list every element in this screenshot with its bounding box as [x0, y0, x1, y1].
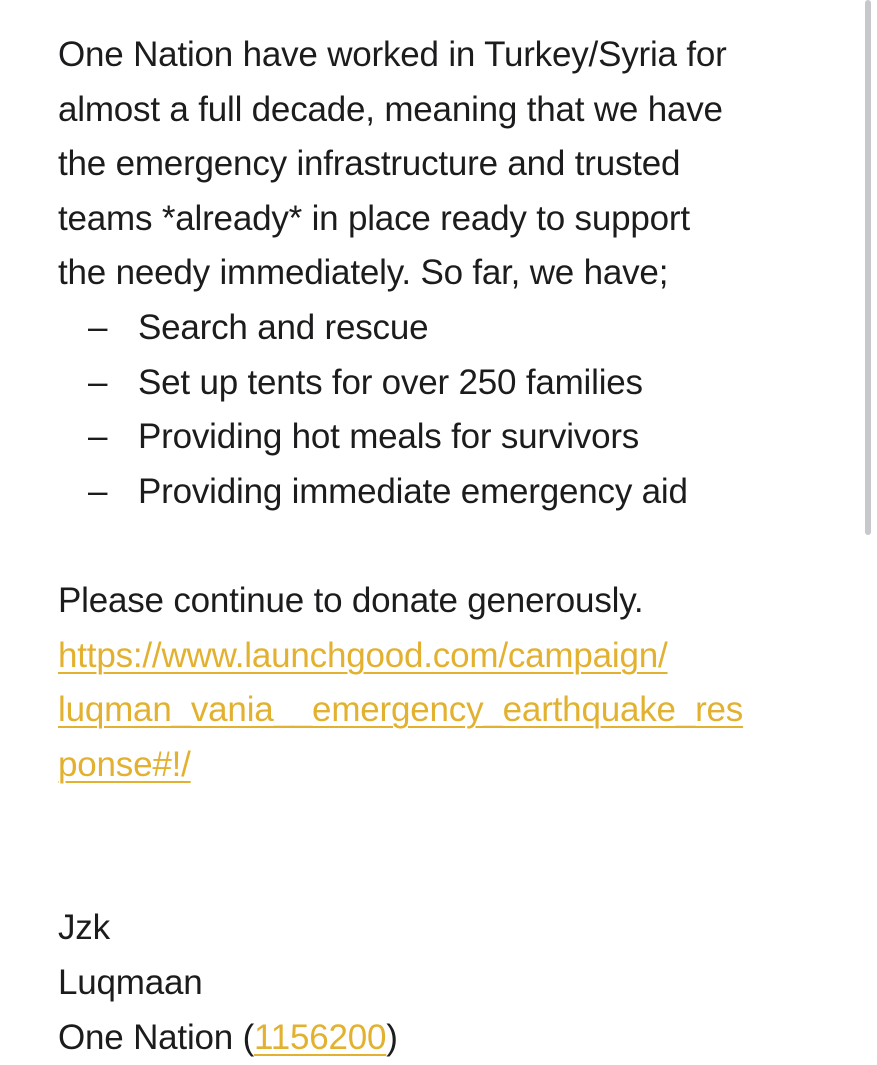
paragraph-line: the needy immediately. So far, we have; — [58, 246, 848, 301]
organisation-line — [58, 1011, 848, 1065]
signoff: Jzk — [58, 901, 848, 956]
paragraph-line: teams *already* in place ready to support — [58, 192, 848, 247]
blank-line — [58, 792, 848, 901]
list-item-text: Providing immediate emergency aid — [138, 472, 688, 511]
donate-text: Please continue to donate generously. — [58, 574, 848, 629]
list-item-text: Set up tents for over 250 families — [138, 363, 643, 402]
paragraph-line: almost a full decade, meaning that we have — [58, 83, 848, 138]
organisation-name: One Nation ( — [58, 1018, 254, 1057]
list-item — [58, 465, 848, 520]
list-item-text: Providing hot meals for survivors — [138, 417, 639, 456]
note-body[interactable] — [58, 28, 848, 1065]
organisation-suffix: ) — [386, 1018, 397, 1057]
list-dash: – — [88, 410, 107, 465]
vertical-scrollbar[interactable] — [865, 0, 871, 535]
list-dash: – — [88, 465, 107, 520]
list-item-text: Search and rescue — [138, 308, 428, 347]
blank-line — [58, 519, 848, 574]
bullet-list — [58, 301, 848, 519]
campaign-link[interactable] — [58, 629, 848, 793]
list-item — [58, 410, 848, 465]
charity-number-link[interactable]: 1156200 — [254, 1018, 386, 1057]
paragraph-line: One Nation have worked in Turkey/Syria for — [58, 28, 848, 83]
list-dash: – — [88, 301, 107, 356]
list-item — [58, 301, 848, 356]
list-dash: – — [88, 356, 107, 411]
campaign-link-line[interactable]: ponse#!/ — [58, 738, 848, 793]
campaign-link-line[interactable]: luqman_vania__emergency_earthquake_res — [58, 683, 848, 738]
paragraph-line: the emergency infrastructure and trusted — [58, 137, 848, 192]
author-name: Luqmaan — [58, 956, 848, 1011]
list-item — [58, 356, 848, 411]
campaign-link-line[interactable]: https://www.launchgood.com/campaign/ — [58, 629, 848, 684]
